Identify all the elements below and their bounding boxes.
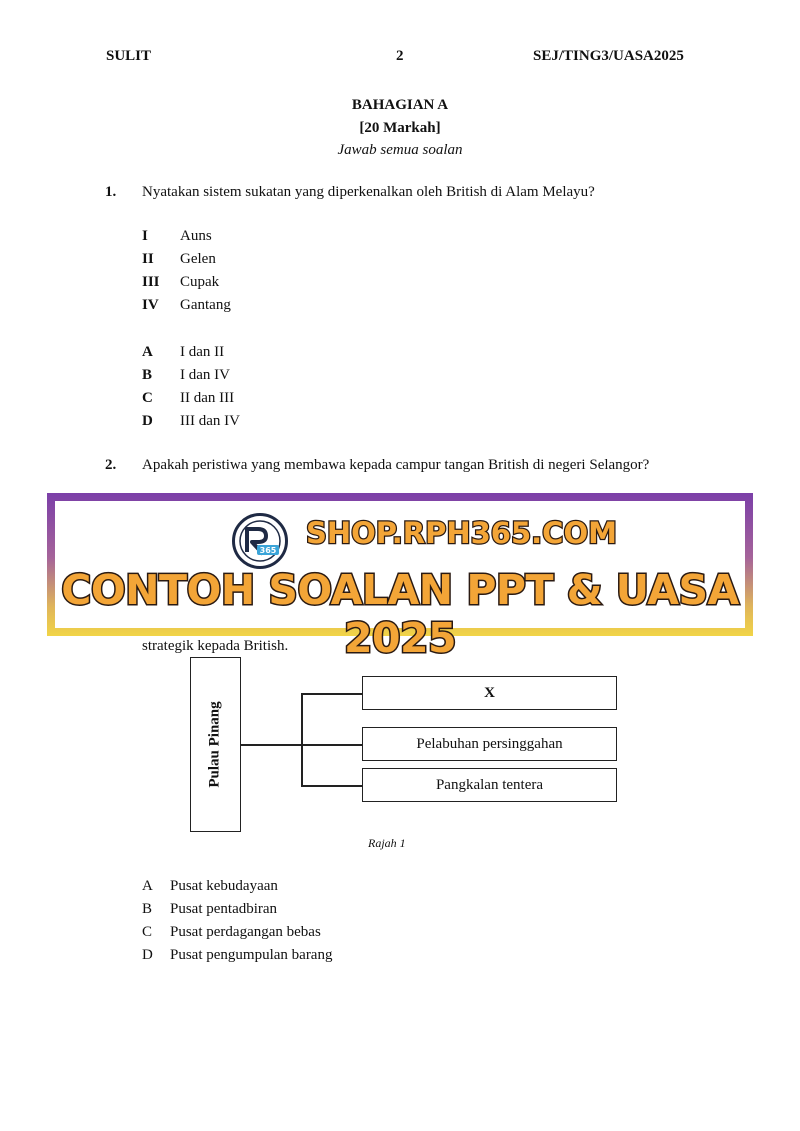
choice-text: I dan II bbox=[180, 344, 225, 360]
choice-letter: D bbox=[142, 947, 153, 963]
choice-text: Pusat pentadbiran bbox=[170, 901, 278, 917]
question-1-number: 1. bbox=[105, 184, 117, 200]
section-title: BAHAGIAN A bbox=[351, 97, 449, 113]
watermark-title: CONTOH SOALAN PPT & UASA 2025 bbox=[61, 566, 739, 662]
choice-letter: D bbox=[142, 413, 153, 429]
question-2-number: 2. bbox=[105, 457, 117, 473]
choice-text: Pusat kebudayaan bbox=[170, 878, 278, 894]
diagram-root-label-wrap bbox=[190, 657, 241, 832]
choice-letter: A bbox=[142, 878, 153, 894]
question-1-text: Nyatakan sistem sukatan yang diperkenalkan oleh British di Alam Melayu? bbox=[142, 184, 595, 200]
diagram-branch-pelabuhan: Pelabuhan persinggahan bbox=[362, 727, 617, 761]
statement-text: Gelen bbox=[180, 251, 216, 267]
section-marks: [20 Markah] bbox=[359, 120, 441, 136]
statement-text: Gantang bbox=[180, 297, 231, 313]
choice-text: Pusat perdagangan bebas bbox=[170, 924, 321, 940]
header-sulit: SULIT bbox=[106, 48, 152, 64]
choice-text: III dan IV bbox=[180, 413, 240, 429]
choice-letter: A bbox=[142, 344, 153, 360]
svg-text:365: 365 bbox=[259, 546, 277, 555]
diagram-branch-x: X bbox=[362, 676, 617, 710]
statement-numeral: II bbox=[142, 251, 154, 267]
diagram-caption: Rajah 1 bbox=[368, 836, 406, 850]
choice-letter: B bbox=[142, 901, 153, 917]
connector-line bbox=[301, 693, 303, 786]
choice-letter: C bbox=[142, 390, 153, 406]
diagram-root-label: Pulau Pinang bbox=[207, 701, 223, 788]
question-3-text-partial: strategik kepada British. bbox=[142, 638, 289, 654]
statement-numeral: I bbox=[142, 228, 148, 244]
statement-numeral: III bbox=[142, 274, 160, 290]
choice-text: II dan III bbox=[180, 390, 235, 406]
choice-letter: B bbox=[142, 367, 153, 383]
connector-line bbox=[301, 693, 362, 695]
watermark-shop-url: SHOP.RPH365.COM bbox=[306, 516, 617, 550]
connector-line bbox=[301, 744, 362, 746]
statement-text: Auns bbox=[180, 228, 212, 244]
rph365-logo bbox=[232, 513, 288, 569]
choice-text: Pusat pengumpulan barang bbox=[170, 947, 333, 963]
question-2-text: Apakah peristiwa yang membawa kepada campur tangan British di negeri Selangor? bbox=[142, 457, 650, 473]
connector-line bbox=[241, 744, 302, 746]
choice-text: I dan IV bbox=[180, 367, 230, 383]
statement-numeral: IV bbox=[142, 297, 159, 313]
statement-text: Cupak bbox=[180, 274, 220, 290]
choice-letter: C bbox=[142, 924, 153, 940]
logo-mark-icon bbox=[237, 518, 283, 564]
connector-line bbox=[301, 785, 362, 787]
page-number: 2 bbox=[396, 48, 404, 64]
paper-code: SEJ/TING3/UASA2025 bbox=[533, 48, 684, 64]
section-instruction: Jawab semua soalan bbox=[337, 142, 463, 158]
diagram-branch-pangkalan: Pangkalan tentera bbox=[362, 768, 617, 802]
